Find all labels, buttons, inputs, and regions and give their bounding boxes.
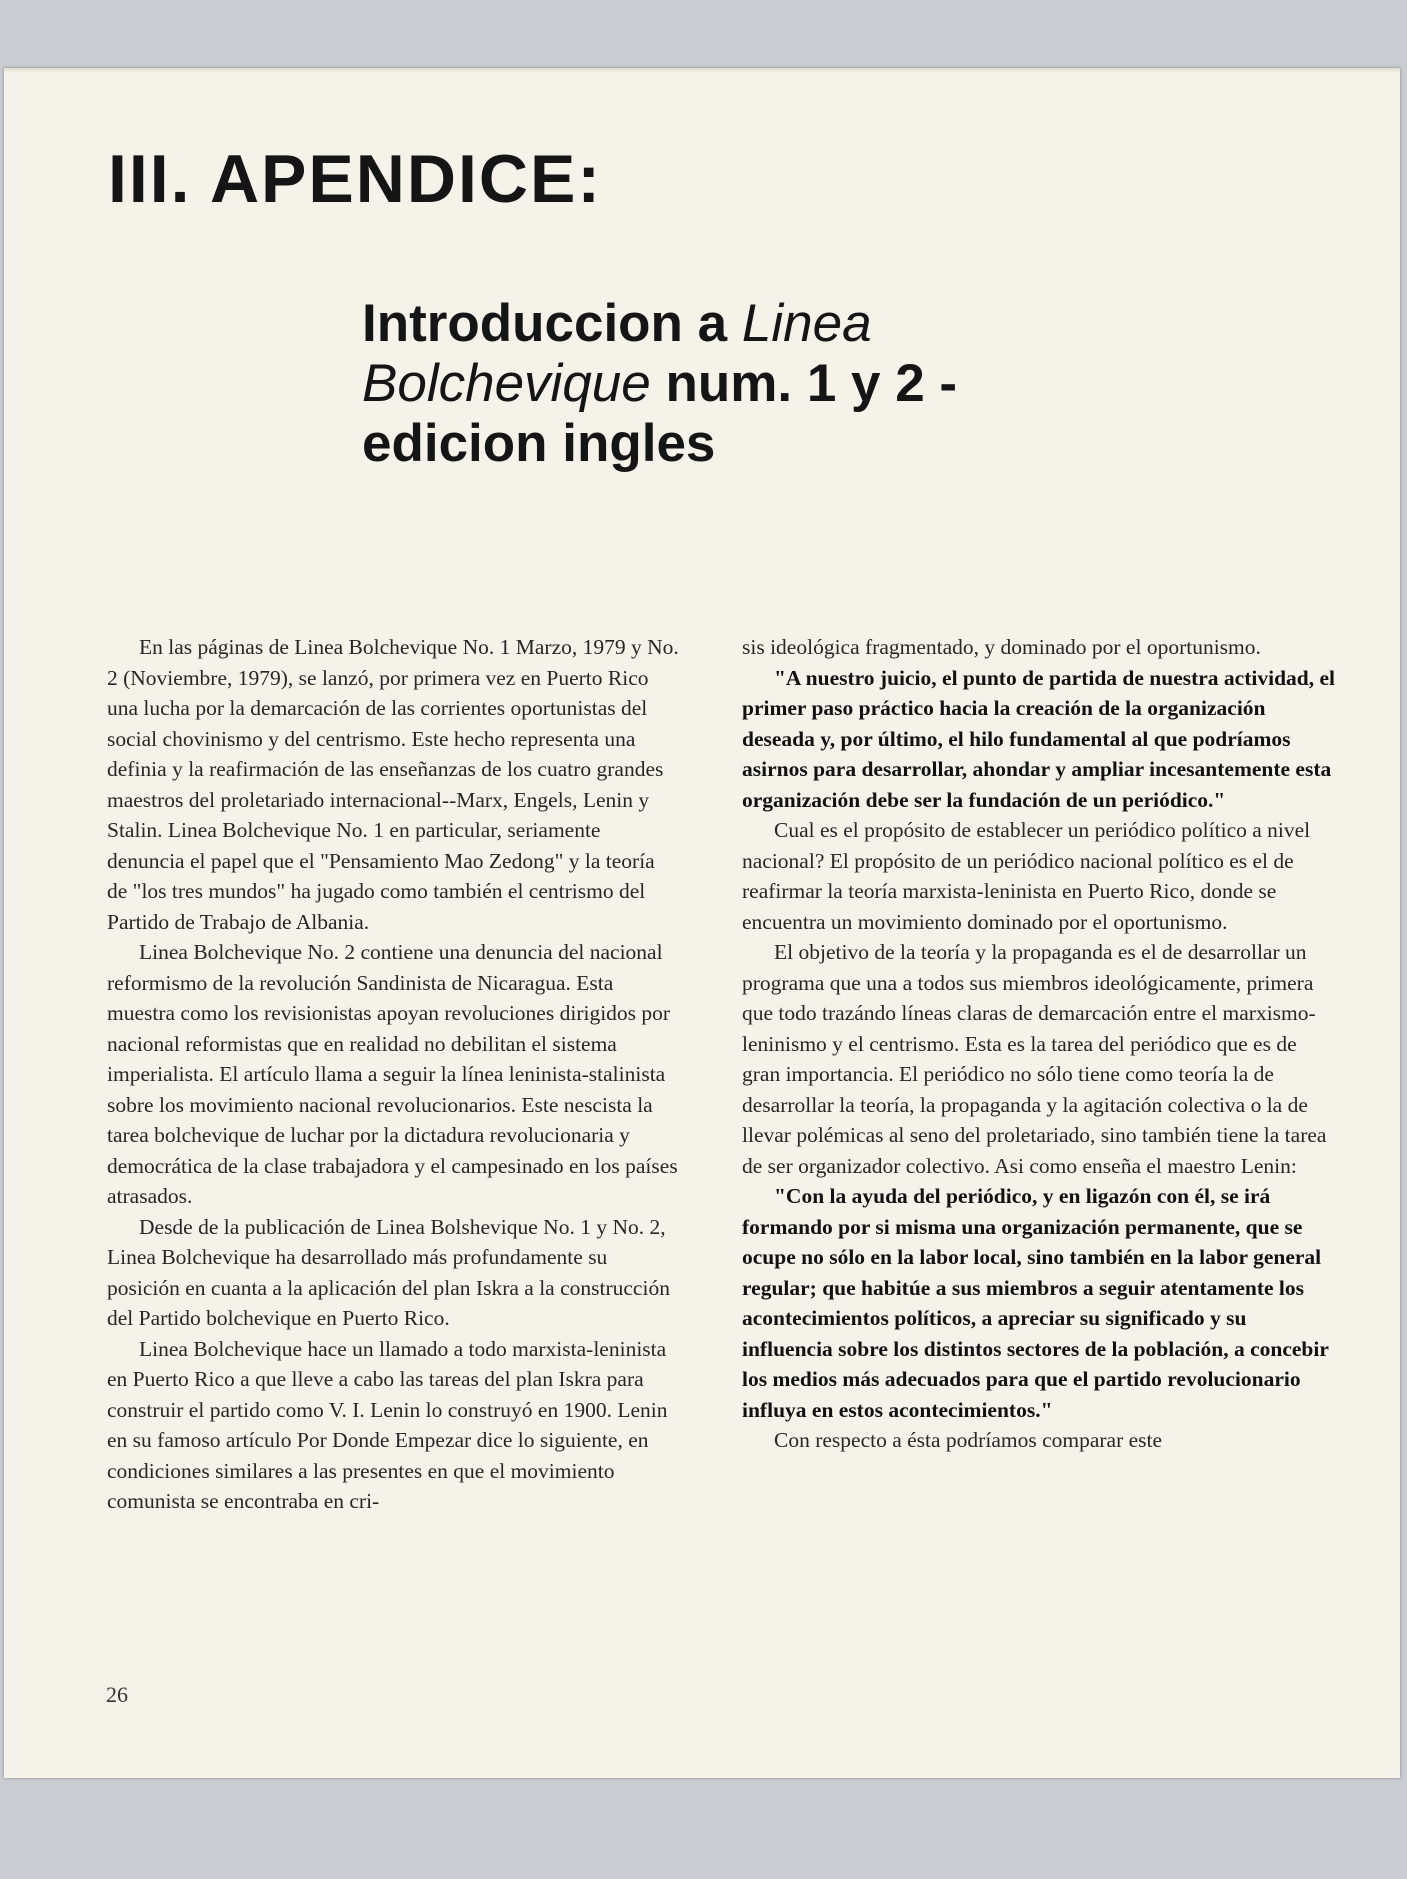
title-part: num. 1 y 2 - — [650, 354, 958, 413]
title-italic-part: Bolchevique — [362, 354, 651, 413]
paragraph: Con respecto a ésta podríamos comparar este — [774, 1428, 1163, 1452]
paragraph: Desde de la publicación de Linea Bolshevique No. 1 y No. 2, Linea Bolchevique ha desarrollado más profundamente su posición en cuanta a la aplicación del plan Iskra a la construcción del Partido bolchevique en Puerto Rico. — [107, 1214, 670, 1330]
title-italic-part: Linea — [741, 294, 872, 353]
paragraph: En las páginas de Linea Bolchevique No. 1 Marzo, 1979 y No. 2 (Noviembre, 1979), se lanzó, por primera vez en Puerto Rico una lucha por la demarcación de las corrientes oportunistas del social chovinismo y del centrismo. Este hecho representa una definia y la reafirmación de las enseñanzas de los cuatro grandes maestros del proletariado internacional--Marx, Engels, Lenin y Stalin. Linea Bolchevique No. 1 en particular, seriamente denuncia el papel que el "Pensamiento Mao Zedong" y la teoría de "los tres mundos" ha jugado como también el centrismo del Partido de Trabajo de Albania. — [107, 635, 679, 934]
page-number: 26 — [106, 1682, 128, 1707]
title-part: Introduccion a — [362, 294, 742, 353]
title-part: edicion ingles — [362, 414, 716, 473]
lenin-quote: "Con la ayuda del periódico, y en ligazón con él, se irá formando por si misma una organización permanente, que se ocupe no sólo en la labor local, sino también en la labor general regular; que habitúe a sus miembros a seguir atentamente los acontecimientos políticos, a apreciar su significado y su influencia sobre los distintos sectores de la población, a concebir los medios más adecuados para que el partido revolucionario influya en estos acontecimientos." — [742, 1184, 1329, 1422]
paragraph: Linea Bolchevique hace un llamado a todo marxista-leninista en Puerto Rico a que lleve a cabo las tareas del plan Iskra para construir el partido como V. I. Lenin lo construyó en 1900. Lenin en su famoso artículo Por Donde Empezar dice lo siguiente, en condiciones similares a las presentes en que el movimiento comunista se encontraba en cri- — [107, 1336, 668, 1513]
right-column — [742, 632, 1338, 1456]
section-heading: III. APENDICE: — [108, 141, 602, 217]
page-edge — [4, 68, 1400, 73]
left-column — [107, 632, 679, 1517]
paragraph: Cual es el propósito de establecer un periódico político a nivel nacional? El propósito de un periódico nacional político es el de reafirmar la teoría marxista-leninista en Puerto Rico, donde se encuentra un movimiento dominado por el oportunismo. — [742, 818, 1311, 934]
paragraph: sis ideológica fragmentado, y dominado por el oportunismo. — [742, 635, 1261, 659]
paragraph: El objetivo de la teoría y la propaganda es el de desarrollar un programa que una a todos sus miembros ideológicamente, primera que todo trazándo líneas claras de demarcación entre el marxismo-leninismo y el centrismo. Esta es la tarea del periódico que es de gran importancia. El periódico no sólo tiene como teoría la de desarrollar la teoría, la propaganda y la agitación colectiva o la de llevar polémicas al seno del proletariado, sino también tiene la tarea de ser organizador colectivo. Asi como enseña el maestro Lenin: — [742, 940, 1327, 1178]
article-title — [362, 294, 1082, 474]
lenin-quote: "A nuestro juicio, el punto de partida de nuestra actividad, el primer paso práctico hacia la creación de la organización deseada y, por último, el hilo fundamental al que podríamos asirnos para desarrollar, ahondar y ampliar incesantemente esta organización debe ser la fundación de un periódico." — [742, 665, 1336, 812]
document-page — [4, 68, 1400, 1778]
paragraph: Linea Bolchevique No. 2 contiene una denuncia del nacional reformismo de la revolución Sandinista de Nicaragua. Esta muestra como los revisionistas apoyan revoluciones dirigidos por nacional reformistas que en realidad no debilitan el sistema imperialista. El artículo llama a seguir la línea leninista-stalinista sobre los movimiento nacional revolucionarios. Este nescista la tarea bolchevique de luchar por la dictadura revolucionaria y democrática de la clase trabajadora y el campesinado en los países atrasados. — [107, 940, 678, 1208]
